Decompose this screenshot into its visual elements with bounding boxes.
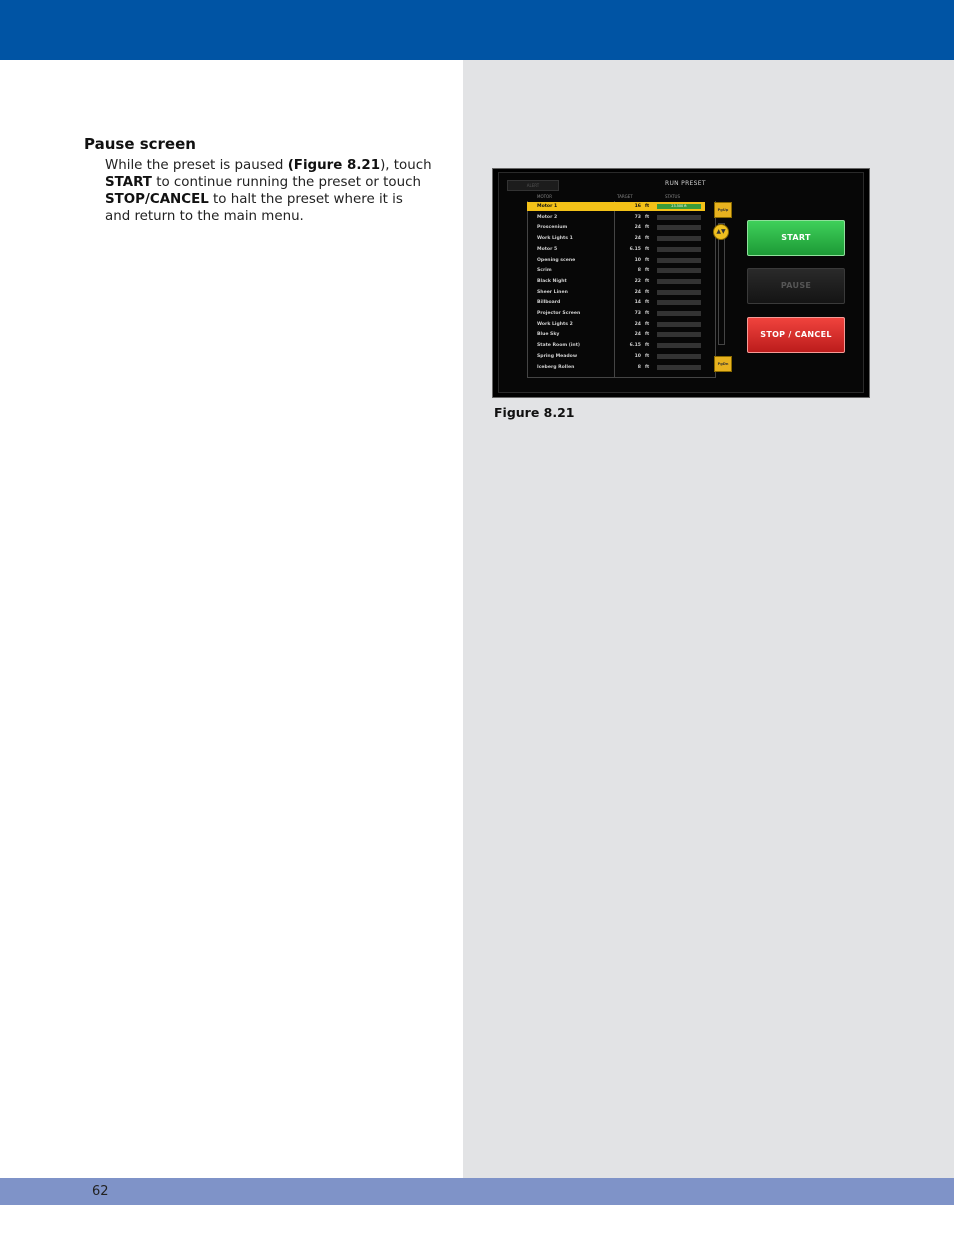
- motor-name: Iceberg Rollen: [537, 364, 575, 370]
- table-row[interactable]: [527, 309, 705, 318]
- motor-name: Spring Meadow: [537, 353, 578, 359]
- target-value: 24: [634, 236, 641, 242]
- figure-caption: Figure 8.21: [494, 405, 575, 420]
- target-value: 24: [634, 321, 641, 327]
- motor-name: State Room (int): [537, 343, 580, 349]
- target-unit: ft: [645, 343, 650, 349]
- body-paragraph: [105, 157, 435, 225]
- page-up-button[interactable]: PgUp: [714, 202, 732, 218]
- body-line-3: [105, 191, 435, 208]
- table-row[interactable]: [527, 266, 705, 275]
- motor-name: Proscenium: [537, 225, 568, 231]
- motor-column-header: MOTOR: [537, 194, 552, 199]
- target-value: 6.15: [629, 343, 641, 349]
- target-value: 6.15: [629, 246, 641, 252]
- status-bar: [657, 322, 701, 327]
- status-bar: [657, 332, 701, 337]
- alert-tab[interactable]: ALERT: [507, 180, 559, 191]
- status-bar: [657, 236, 701, 241]
- status-bar: [657, 311, 701, 316]
- target-value: 16: [634, 204, 641, 209]
- motor-name: Work Lights 1: [537, 236, 573, 242]
- status-bar: [657, 290, 701, 295]
- table-row[interactable]: [527, 352, 705, 361]
- status-bar: 23.500 ft: [657, 204, 701, 209]
- screen-frame: [498, 172, 864, 393]
- body-text-run: to halt the preset where it is: [208, 192, 403, 207]
- body-text-run: While the preset is paused: [105, 158, 288, 173]
- motor-name: Blue Sky: [537, 332, 560, 338]
- table-row[interactable]: [527, 330, 705, 339]
- body-line-2: [105, 174, 435, 191]
- scrollbar-track[interactable]: [718, 223, 725, 345]
- body-line-4: and return to the main menu.: [105, 209, 304, 224]
- motor-name: Opening scene: [537, 257, 576, 263]
- status-bar: [657, 354, 701, 359]
- stop-cancel-button[interactable]: STOP / CANCEL: [747, 317, 845, 353]
- section-title: Pause screen: [84, 135, 196, 153]
- status-bar: [657, 268, 701, 273]
- page-number: 62: [92, 1184, 109, 1199]
- target-column-header: TARGET: [617, 194, 633, 199]
- target-unit: ft: [645, 353, 650, 359]
- status-bar: [657, 279, 701, 284]
- body-text-run: to continue running the preset or touch: [151, 175, 421, 190]
- table-row[interactable]: [527, 320, 705, 329]
- status-bar: [657, 258, 701, 263]
- table-row[interactable]: [527, 213, 705, 222]
- target-value: 73: [634, 214, 641, 220]
- table-row[interactable]: [527, 288, 705, 297]
- footer-band: [0, 1178, 954, 1205]
- start-button[interactable]: START: [747, 220, 845, 256]
- table-row[interactable]: [527, 234, 705, 243]
- motor-name: Black Night: [537, 278, 567, 284]
- status-bar: [657, 247, 701, 252]
- target-value: 10: [634, 353, 641, 359]
- target-unit: ft: [645, 364, 650, 370]
- table-row[interactable]: [527, 202, 705, 211]
- motor-name: Projector Screen: [537, 311, 581, 316]
- motor-name: Motor 5: [537, 246, 558, 252]
- screen-title: RUN PRESET: [665, 180, 706, 187]
- target-unit: ft: [645, 332, 650, 338]
- target-unit: ft: [645, 300, 650, 306]
- target-unit: ft: [645, 246, 650, 252]
- target-unit: ft: [645, 268, 650, 274]
- target-unit: ft: [645, 289, 650, 295]
- target-value: 24: [634, 225, 641, 231]
- target-value: 8: [637, 268, 641, 274]
- scroll-arrows-icon[interactable]: ▲▼: [713, 224, 729, 240]
- body-line-1: [105, 157, 435, 174]
- table-row[interactable]: [527, 277, 705, 286]
- status-bar: [657, 215, 701, 220]
- target-unit: ft: [645, 214, 650, 220]
- motor-name: Sheer Linen: [537, 289, 568, 295]
- table-row[interactable]: [527, 223, 705, 232]
- status-bar: [657, 225, 701, 230]
- body-text-run: ), touch: [380, 158, 432, 173]
- target-unit: ft: [645, 225, 650, 231]
- target-unit: ft: [645, 321, 650, 327]
- figure-reference: (Figure 8.21: [287, 158, 381, 173]
- target-value: 73: [634, 311, 641, 316]
- target-value: 14: [634, 300, 641, 306]
- status-column-header: STATUS: [665, 194, 681, 199]
- pause-button[interactable]: PAUSE: [747, 268, 845, 304]
- target-unit: ft: [645, 311, 650, 316]
- target-unit: ft: [645, 257, 650, 263]
- header-band: [0, 0, 954, 60]
- status-bar: [657, 300, 701, 305]
- target-value: 24: [634, 289, 641, 295]
- page-down-button[interactable]: PgDn: [714, 356, 732, 372]
- target-value: 8: [637, 364, 641, 370]
- target-unit: ft: [645, 278, 650, 284]
- target-unit: ft: [645, 236, 650, 242]
- table-row[interactable]: [527, 245, 705, 254]
- status-bar: [657, 365, 701, 370]
- status-bar: [657, 343, 701, 348]
- run-preset-screen-figure: [492, 168, 870, 398]
- stop-cancel-keyword: STOP/CANCEL: [105, 192, 209, 207]
- target-unit: ft: [645, 204, 650, 209]
- motor-name: Billboard: [537, 300, 561, 306]
- table-row[interactable]: [527, 363, 705, 372]
- motor-name: Scrim: [537, 268, 552, 274]
- motor-name: Motor 2: [537, 214, 558, 220]
- table-row[interactable]: [527, 256, 705, 265]
- target-value: 10: [634, 257, 641, 263]
- target-value: 24: [634, 332, 641, 338]
- table-row[interactable]: [527, 341, 705, 350]
- start-keyword: START: [105, 175, 152, 190]
- target-value: 22: [634, 278, 641, 284]
- motor-name: Work Lights 2: [537, 321, 573, 327]
- motor-name: Motor 1: [537, 204, 558, 209]
- table-row[interactable]: [527, 298, 705, 307]
